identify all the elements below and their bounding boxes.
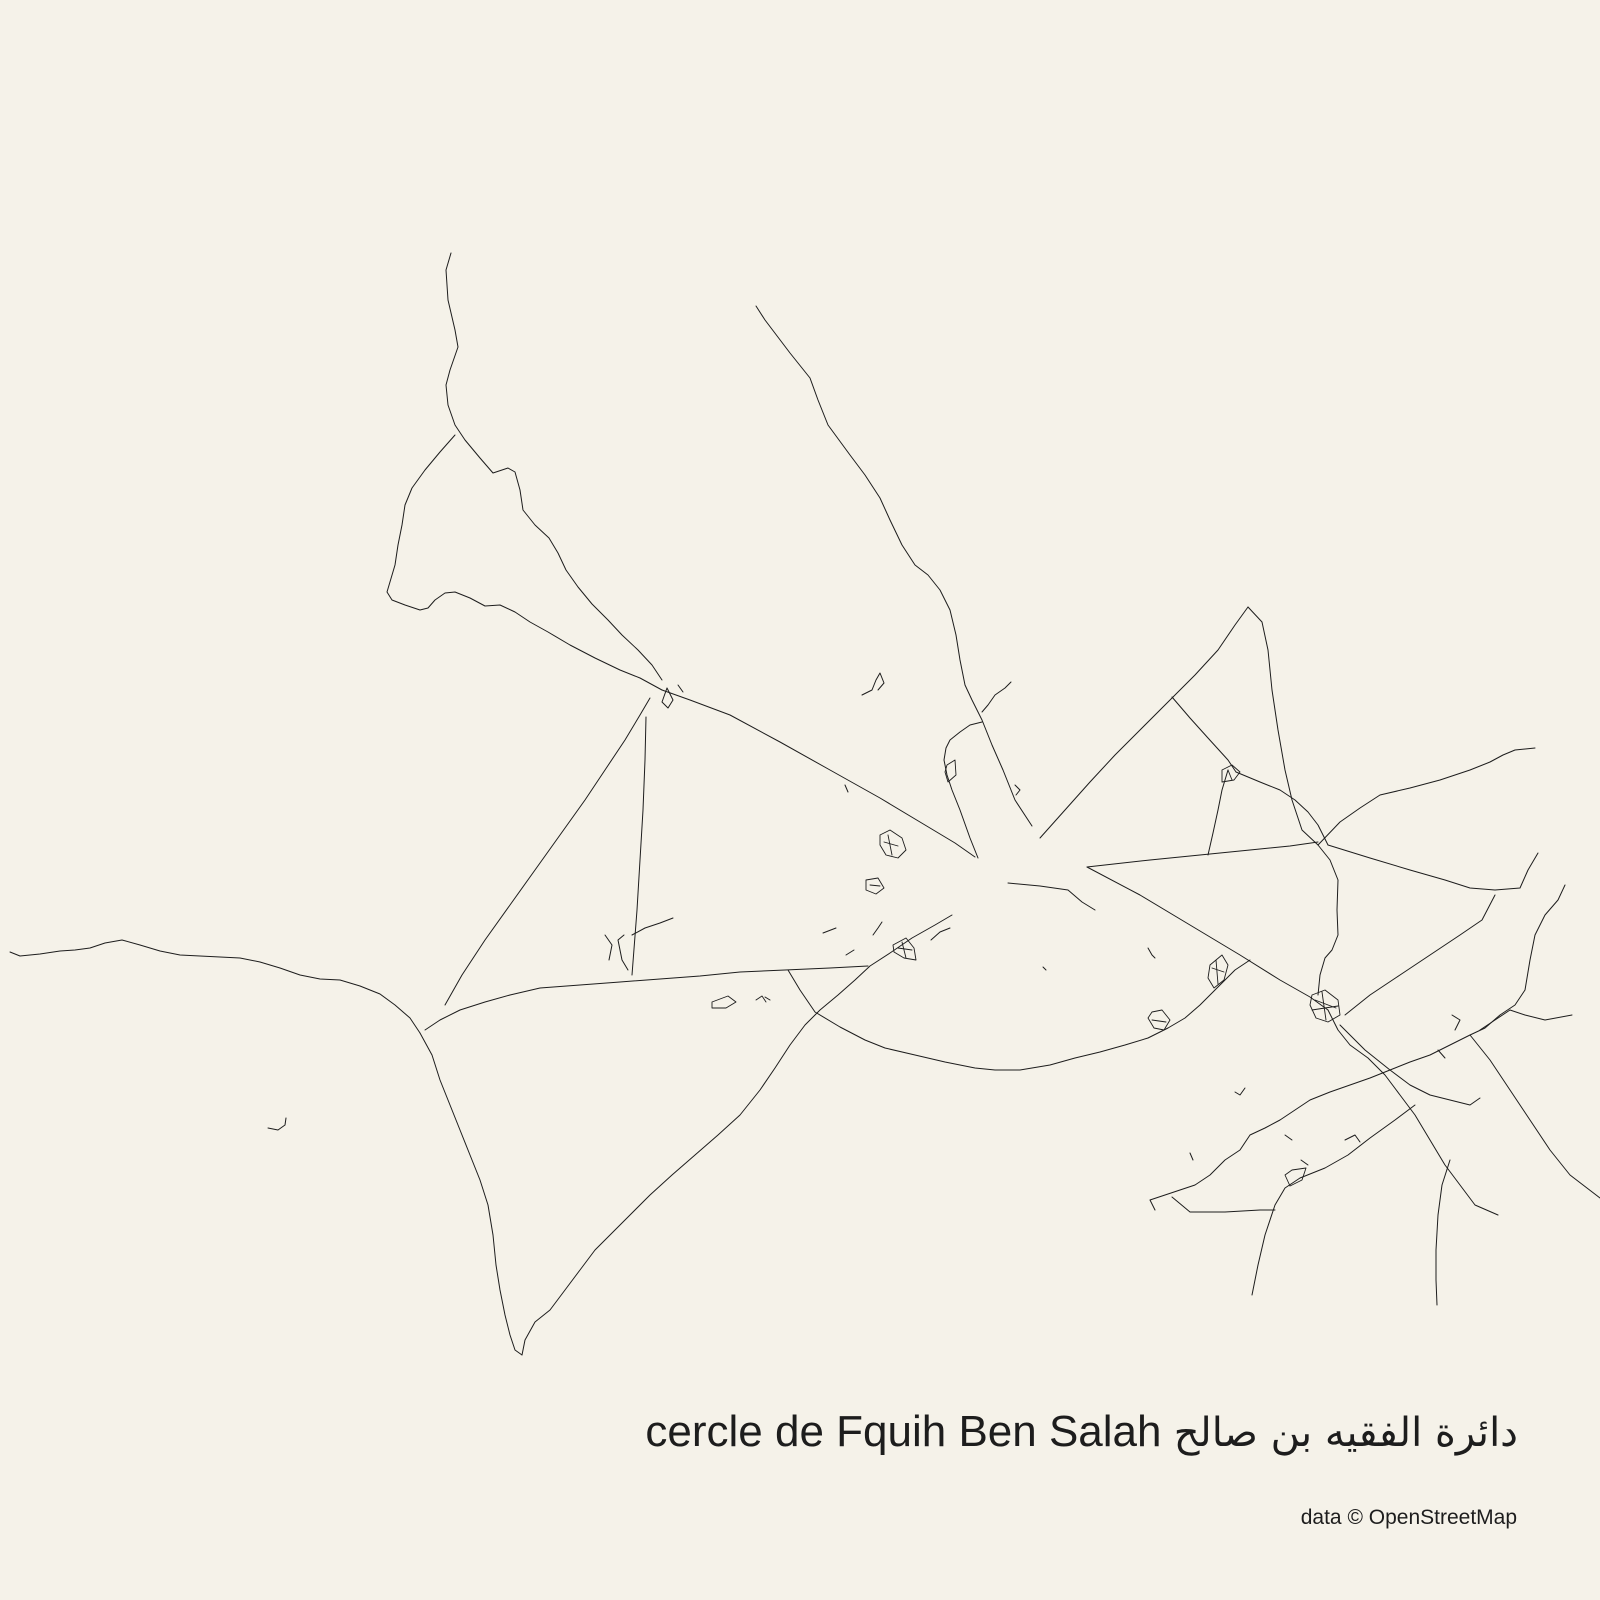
road-north-east: [1040, 607, 1248, 838]
minor-road: [862, 673, 884, 695]
road-east-diag: [1345, 895, 1495, 1015]
road-network: [10, 253, 1600, 1355]
minor-road: [1015, 785, 1020, 795]
settlement-streets: [1285, 1168, 1306, 1186]
road-east-far-2: [1172, 1197, 1275, 1212]
minor-road: [1452, 1015, 1460, 1030]
road-town-east: [1340, 1025, 1480, 1105]
road-spur-north: [982, 682, 1011, 712]
settlement-streets: [866, 878, 884, 894]
road-spur-ne: [1208, 770, 1228, 855]
road-central-diagonal: [662, 690, 975, 857]
minor-road: [873, 922, 882, 935]
road-east-south-a: [1470, 1035, 1600, 1198]
settlement-streets: [1208, 955, 1228, 988]
minor-road: [1190, 1153, 1193, 1160]
road-south-loop: [788, 960, 1250, 1070]
road-centre-east-2: [1087, 867, 1328, 1010]
minor-road: [1235, 1088, 1245, 1095]
road-west: [10, 940, 420, 1033]
minor-road: [1285, 1135, 1292, 1140]
road-town-south: [1328, 1010, 1498, 1215]
minor-road: [931, 928, 950, 940]
minor-road: [1438, 1050, 1445, 1058]
road-east-upper-2: [1236, 772, 1328, 845]
road-centre-east: [1087, 842, 1318, 867]
road-north-loop-west: [387, 435, 662, 690]
minor-road: [1345, 1135, 1360, 1142]
road-east-mid-2: [1495, 853, 1538, 890]
settlement-streets: [1148, 1010, 1170, 1030]
road-east-upper: [1318, 748, 1535, 845]
minor-road: [846, 950, 854, 955]
road-east-mid: [1328, 845, 1495, 890]
road-north-east-3: [1172, 697, 1236, 772]
minor-road: [1301, 1160, 1308, 1165]
map-title-latin: cercle de Fquih Ben Salah: [645, 1407, 1162, 1456]
road-south: [420, 1033, 522, 1355]
road-north-east-2: [1248, 607, 1318, 845]
settlement-streets: [756, 996, 766, 1002]
minor-road: [765, 997, 770, 1000]
road-south-west-branch: [445, 698, 650, 1005]
road-main-east-west: [425, 966, 868, 1030]
settlement-streets: [1310, 990, 1340, 1022]
road-spur-centre: [944, 722, 982, 858]
map-attribution: data © OpenStreetMap: [1300, 1506, 1517, 1529]
minor-road: [605, 935, 612, 960]
minor-road: [823, 928, 836, 933]
minor-road: [845, 785, 848, 792]
road-spur-west: [632, 918, 673, 935]
road-spur-west-small: [618, 935, 628, 970]
road-vertical-east: [1318, 845, 1338, 995]
road-centre-connector: [1008, 883, 1095, 910]
minor-road: [678, 685, 683, 692]
minor-road: [268, 1118, 286, 1130]
road-north-central: [756, 306, 1032, 826]
settlements: [712, 760, 1340, 1186]
road-south-east-diagonal: [522, 915, 952, 1355]
settlement-streets: [880, 830, 906, 858]
road-vertical-west: [632, 717, 646, 975]
map-title-arabic: دائرة الفقيه بن صالح: [1173, 1410, 1518, 1456]
settlement-streets: [712, 996, 736, 1008]
road-north-loop: [446, 253, 662, 680]
map-title: [645, 1407, 1518, 1456]
road-east-far: [1150, 885, 1565, 1210]
minor-road: [1043, 967, 1046, 970]
road-east-south-c: [1436, 1160, 1450, 1305]
minor-road: [1148, 948, 1155, 958]
road-east-south-b: [1252, 1105, 1415, 1295]
